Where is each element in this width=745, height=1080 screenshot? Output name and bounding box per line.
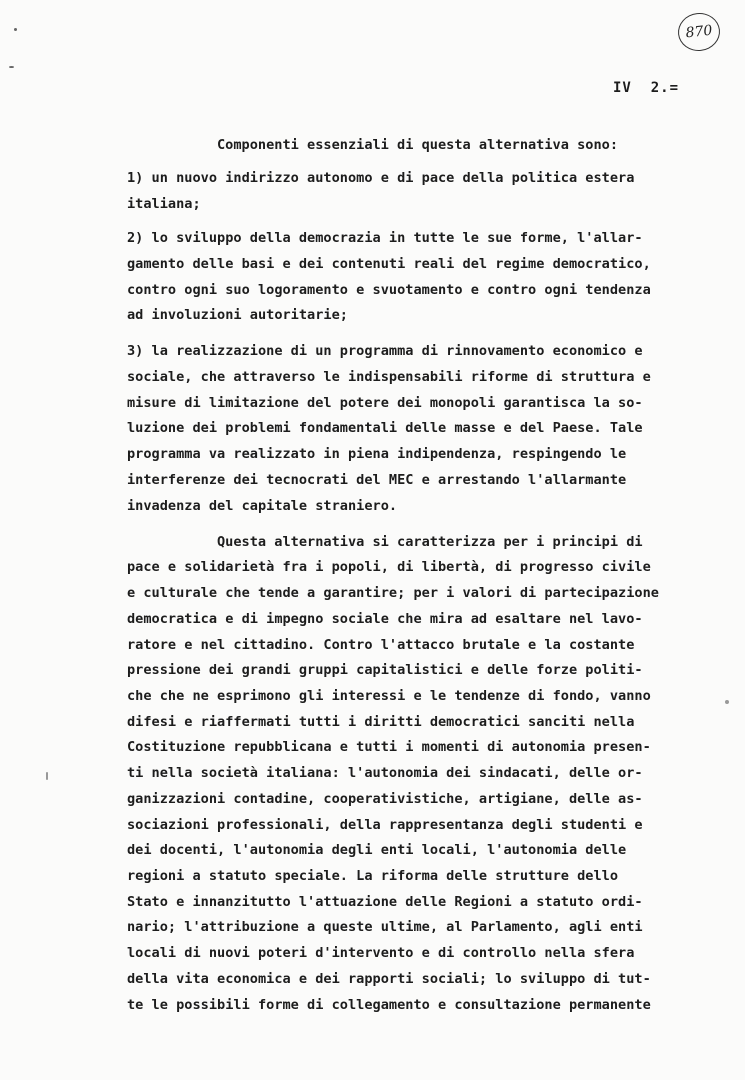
text-line: misure di limitazione del potere dei monopoli garantisca la so-: [127, 395, 643, 411]
text-line: invadenza del capitale straniero.: [127, 498, 398, 514]
text-line: ganizzazioni contadine, cooperativistiche, artigiane, delle as-: [127, 791, 643, 807]
text-line: che che ne esprimono gli interessi e le tendenze di fondo, vanno: [127, 688, 651, 704]
text-line: 3) la realizzazione di un programma di rinnovamento economico e: [127, 343, 643, 359]
text-line: ad involuzioni autoritarie;: [127, 307, 348, 323]
text-line: sociazioni professionali, della rappresentanza degli studenti e: [127, 817, 643, 833]
text-line: Stato e innanzitutto l'attuazione delle Regioni a statuto ordi-: [127, 894, 643, 910]
text-line: contro ogni suo logoramento e svuotamento e contro ogni tendenza: [127, 282, 651, 298]
text-line: regioni a statuto speciale. La riforma delle strutture dello: [127, 868, 619, 884]
text-line: locali di nuovi poteri d'intervento e di controllo nella sfera: [127, 945, 635, 961]
text-line: programma va realizzato in piena indipendenza, respingendo le: [127, 446, 627, 462]
text-line: ti nella società italiana: l'autonomia dei sindacati, delle or-: [127, 765, 643, 781]
text-line: 1) un nuovo indirizzo autonomo e di pace della politica estera: [127, 170, 635, 186]
text-line: democratica e di impegno sociale che mira ad esaltare nel lavo-: [127, 611, 643, 627]
text-line: luzione dei problemi fondamentali delle masse e del Paese. Tale: [127, 420, 643, 436]
page-header: IV 2.=: [613, 80, 680, 96]
paragraph-first-line: Questa alternativa si caratterizza per i principi di: [217, 534, 643, 550]
text-line: nario; l'attribuzione a queste ultime, al Parlamento, agli enti: [127, 919, 643, 935]
text-line: gamento delle basi e dei contenuti reali del regime democratico,: [127, 256, 651, 272]
text-line: difesi e riaffermati tutti i diritti democratici sanciti nella: [127, 714, 635, 730]
text-line: 2) lo sviluppo della democrazia in tutte le sue forme, l'allar-: [127, 230, 643, 246]
text-line: pace e solidarietà fra i popoli, di libertà, di progresso civile: [127, 559, 651, 575]
intro-line: Componenti essenziali di questa alternativa sono:: [217, 137, 619, 153]
text-line: italiana;: [127, 196, 201, 212]
text-line: interferenze dei tecnocrati del MEC e arrestando l'allarmante: [127, 472, 627, 488]
paper-speck: [9, 66, 14, 68]
text-line: della vita economica e dei rapporti sociali; lo sviluppo di tut-: [127, 971, 651, 987]
text-line: ratore e nel cittadino. Contro l'attacco brutale e la costante: [127, 637, 635, 653]
paper-speck: [46, 772, 48, 780]
archive-number-stamp: 870: [676, 11, 722, 53]
paper-speck: [14, 28, 17, 31]
paper-speck: [725, 700, 729, 704]
text-line: sociale, che attraverso le indispensabili riforme di struttura e: [127, 369, 651, 385]
text-line: te le possibili forme di collegamento e consultazione permanente: [127, 997, 651, 1013]
text-line: pressione dei grandi gruppi capitalistici e delle forze politi-: [127, 662, 643, 678]
text-line: Costituzione repubblicana e tutti i momenti di autonomia presen-: [127, 739, 651, 755]
text-line: dei docenti, l'autonomia degli enti locali, l'autonomia delle: [127, 842, 627, 858]
text-line: e culturale che tende a garantire; per i valori di partecipazione: [127, 585, 659, 601]
